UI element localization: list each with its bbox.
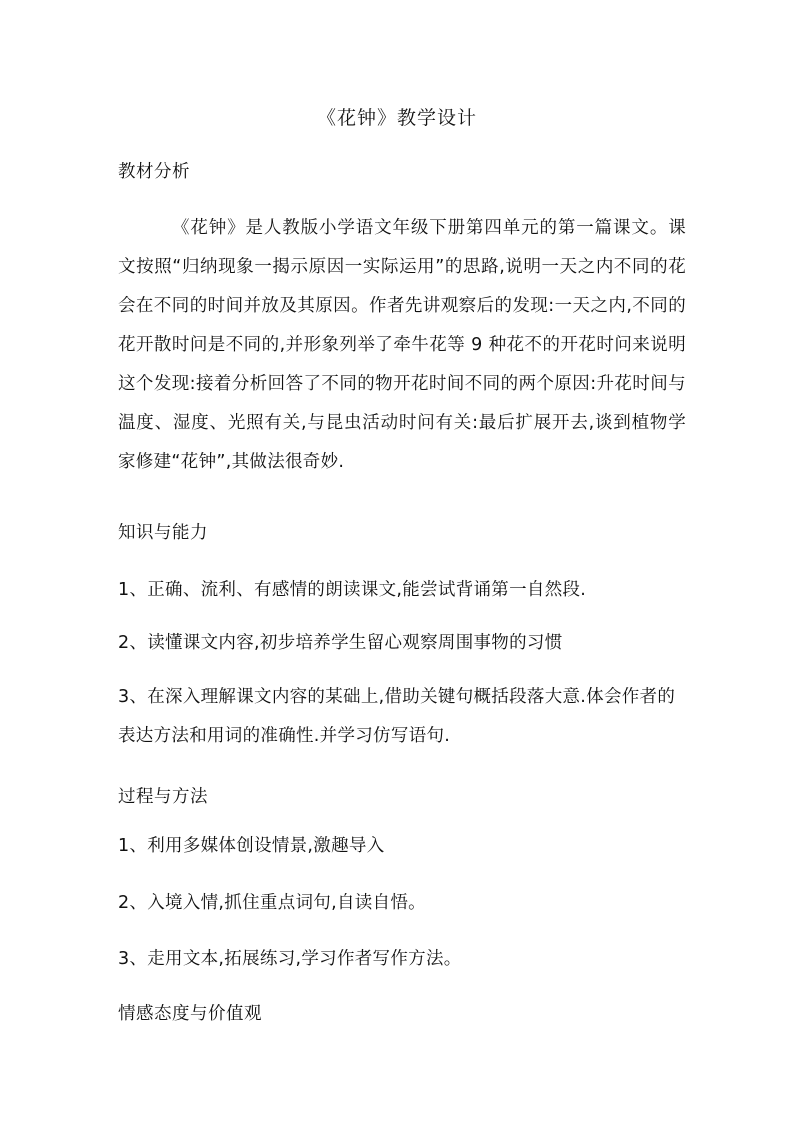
section-heading-knowledge-ability: 知识与能力 bbox=[118, 523, 208, 543]
document-title: 《花钟》教学设计 bbox=[316, 107, 477, 129]
process-item-2: 2、入境入情,抓住重点词句,自读自悟。 bbox=[118, 893, 426, 913]
material-analysis-paragraph: 《花钟》是人教版小学语文年级下册第四单元的第一篇课文。课文按照“归纳现象一揭示原因一实际运用”的思路,说明一天之内不同的花会在不同的时间并放及其原因。作者先讲观察后的发现:一天之内,不同的花开散时问是不同的,并形象列举了牵牛花等 9 种花不的开花时问来说明这个发现:接着分析回答了不同的物开花时间不同的两个原因:升花时间与温度、湿度、光照有关,与昆虫活动时问有关:最后扩展开去,谈到植物学家修建“花钟”,其做法很奇妙. bbox=[118, 218, 686, 472]
knowledge-item-2: 2、读懂课文内容,初步培养学生留心观察周围事物的习惯 bbox=[118, 633, 563, 653]
knowledge-item-3: 3、在深入理解课文内容的某础上,借助关键句概括段落大意.体会作者的表达方法和用词的准确性.并学习仿写语句. bbox=[118, 687, 676, 746]
section-heading-process-method: 过程与方法 bbox=[118, 787, 208, 807]
process-item-3: 3、走用文本,拓展练习,学习作者写作方法。 bbox=[118, 949, 462, 969]
knowledge-item-1: 1、正确、流利、有感情的朗读课文,能尝试背诵第一自然段. bbox=[118, 580, 587, 600]
section-heading-material-analysis: 教材分析 bbox=[118, 162, 190, 182]
process-item-1: 1、利用多媒体创设情景,激趣导入 bbox=[118, 836, 385, 856]
section-heading-emotion-values: 情感态度与价值观 bbox=[118, 1004, 262, 1024]
